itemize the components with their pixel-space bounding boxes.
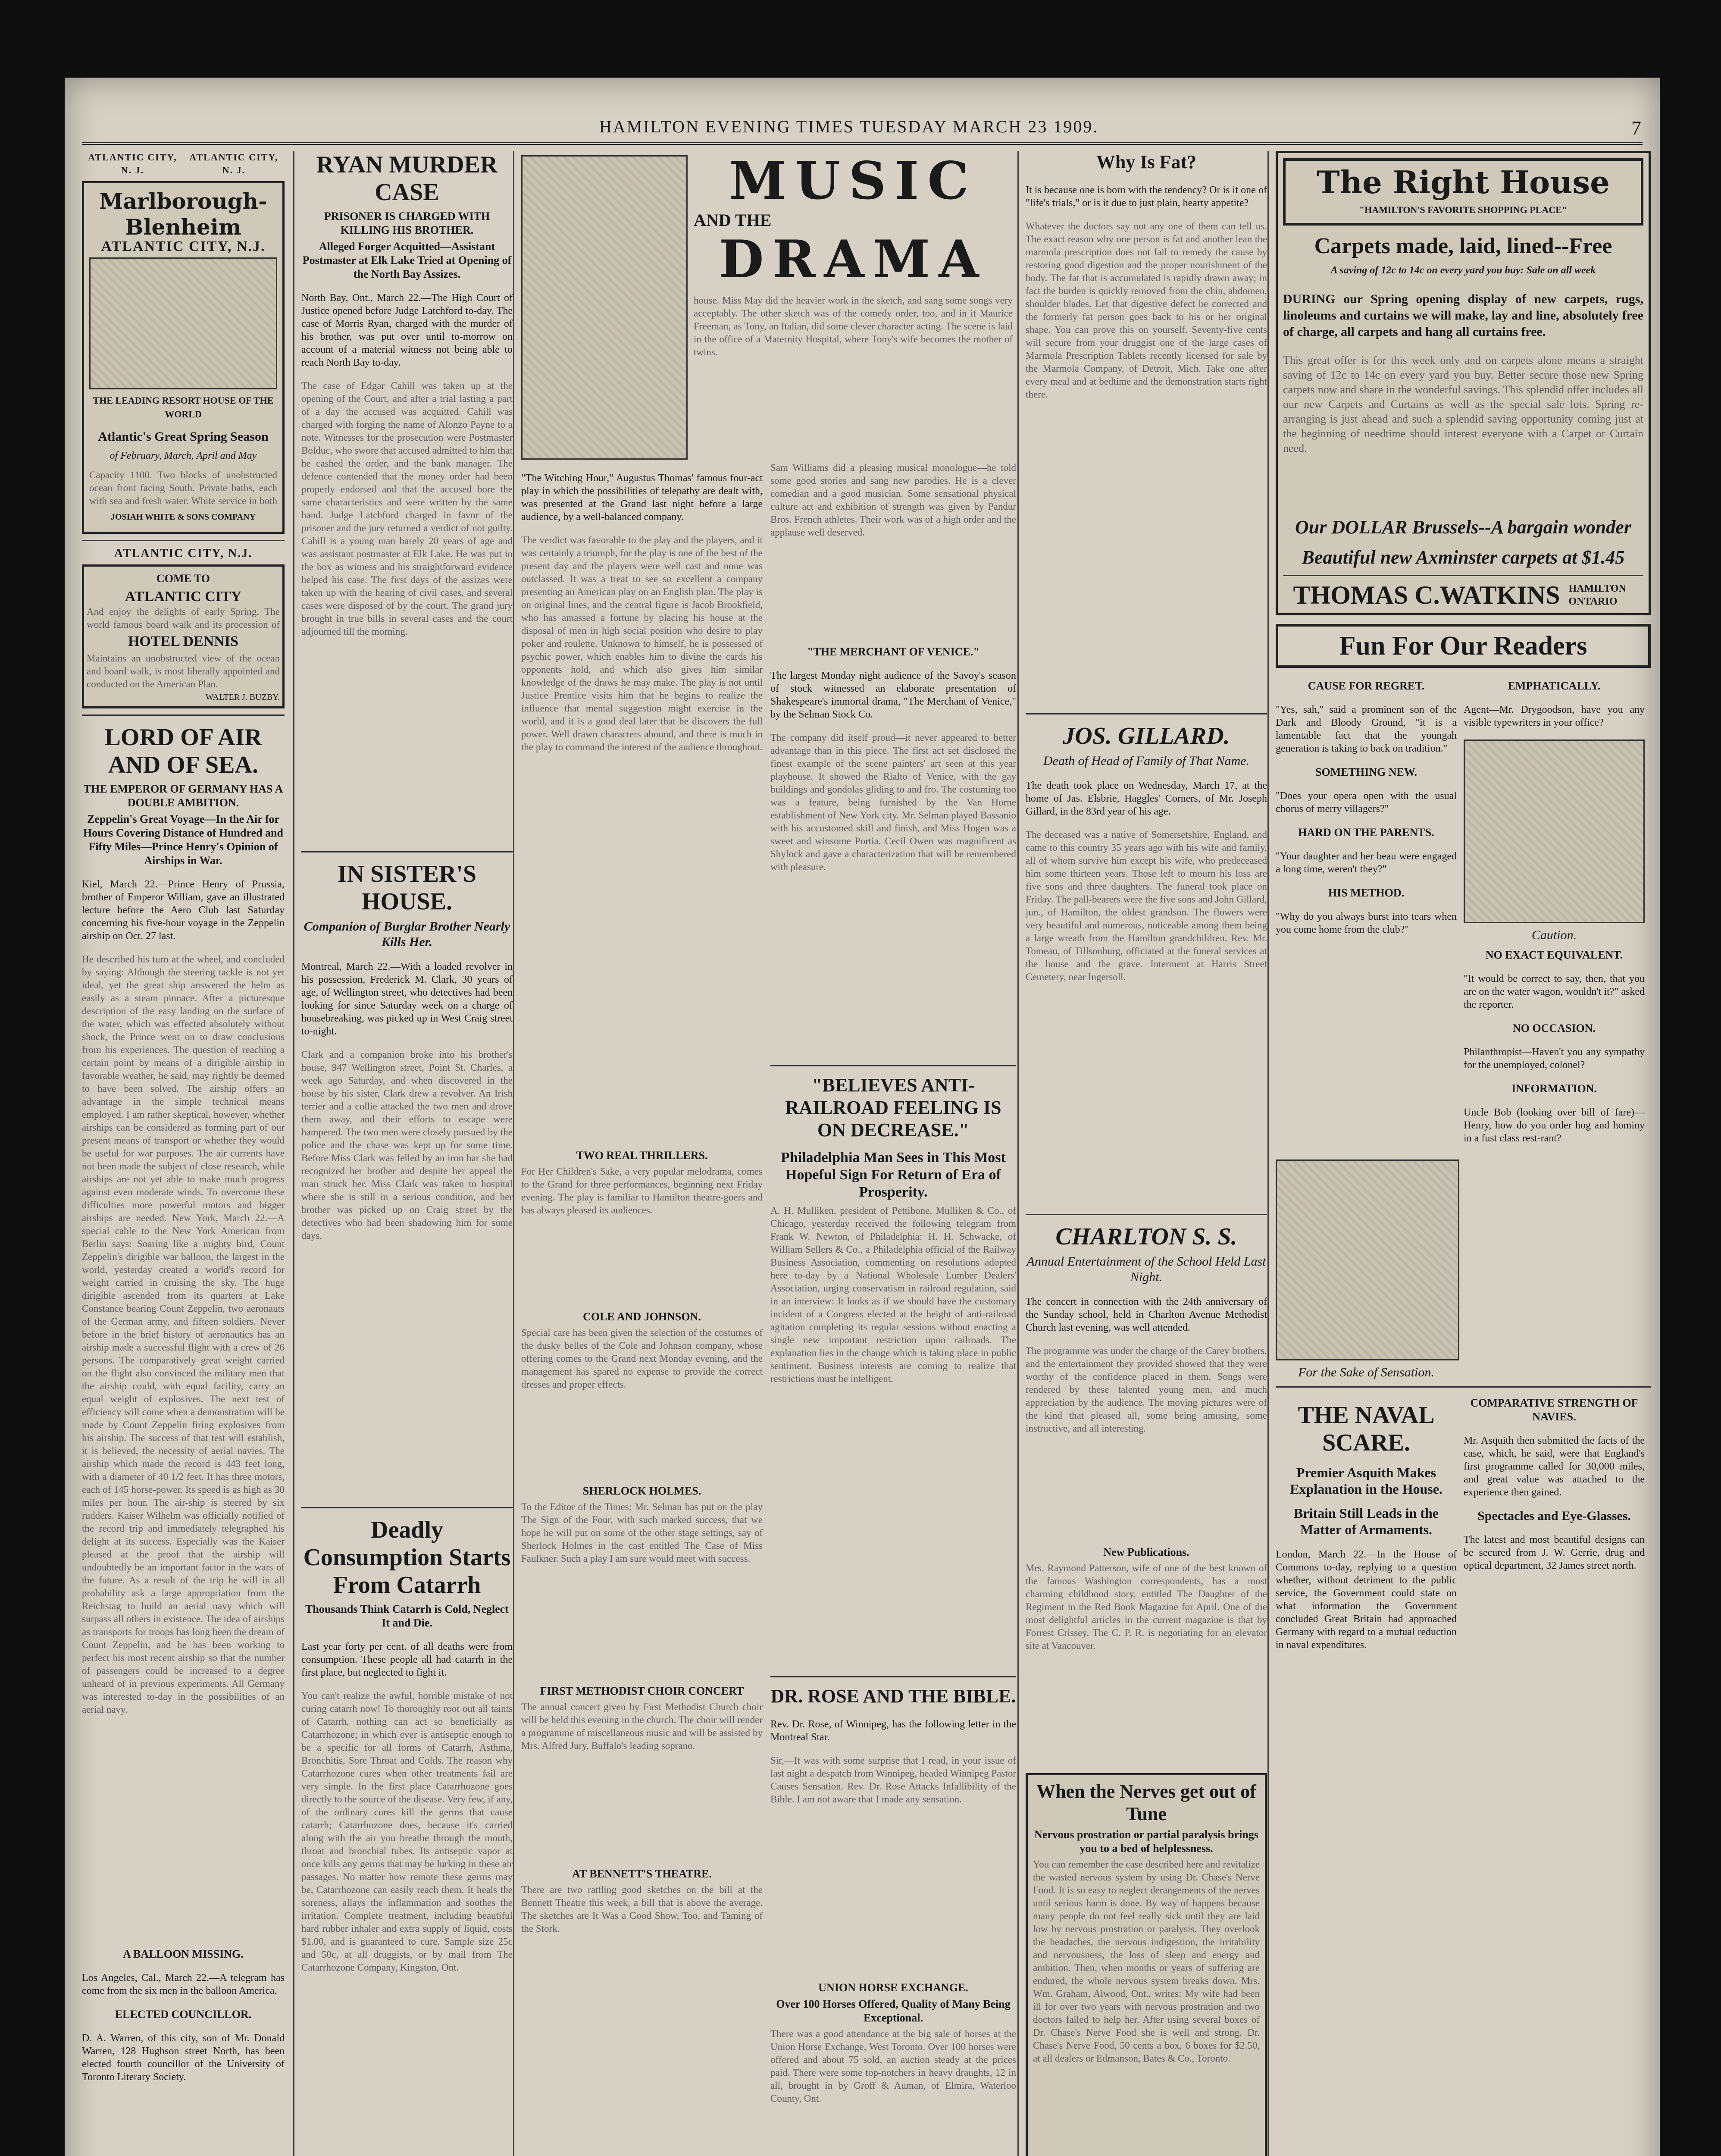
ad-come: COME TO (156, 572, 210, 585)
cartoon-illustration (1464, 740, 1645, 923)
ad-months: of February, March, April and May (110, 450, 257, 461)
councillor-body: D. A. Warren, of this city, son of Mr. Donald Warren, 128 Hughson street North, has been elected fourth councillor of the University of Toronto Literary Society. (82, 2033, 285, 2083)
ryan-headline: RYAN MURDER CASE (316, 151, 498, 206)
lord-body: Kiel, March 22.—Prince Henry of Prussia, brother of Emperor William, gave an illustrated lecture before the Aero Club last Saturday concerning his five-hour voyage in the Zeppelin airship on Oct. 27 last. (82, 879, 285, 942)
lord-deck-2: Zeppelin's Great Voyage—In the Air for Hours Covering Distance of Hundred and Fifty Miles—Prince Henry's Opinion of Airships in War. (83, 813, 283, 867)
sister-deck: Companion of Burglar Brother Nearly Kills Her. (304, 919, 510, 949)
fun-right (1464, 677, 1645, 1155)
witching-body: "The Witching Hour," Augustus Thomas' famous four-act play in which the possibilities of telepathy are dealt with, was presented at the Grand last night before a large audience, by a well-balanced company. (521, 473, 763, 523)
joke-body: "Does your opera open with the usual chorus of merry villagers?" (1276, 790, 1457, 815)
methodist-headline: FIRST METHODIST CHOIR CONCERT (540, 1685, 744, 1697)
gillard-headline: JOS. GILLARD. (1063, 723, 1230, 749)
joke-title: HARD ON THE PARENTS. (1298, 826, 1434, 839)
dennis-ad: COME TO ATLANTIC CITY And enjoy the delights of early Spring. The world famous board walk and its procession of HOTEL DENNIS Maintains an unobstructed view of the ocean and board walk, is most liberally appointed and conducted on the American Plan. WALTER J. BUZBY. (82, 564, 285, 708)
charlton-headline: CHARLTON S. S. (1055, 1223, 1237, 1250)
naval-deck: Premier Asquith Makes Explanation in the House. (1290, 1465, 1443, 1497)
sensation-cartoon (1276, 1159, 1459, 1360)
councillor-headline: ELECTED COUNCILLOR. (115, 2008, 252, 2021)
no-occasion-body: Philanthropist—Haven't you any sympathy for the unemployed, colonel? (1464, 1047, 1645, 1071)
music-drama-columns (521, 461, 1017, 2156)
right-house-ad: The Right House "HAMILTON'S FAVORITE SHOPPING PLACE" Carpets made, laid, lined--Free A saving of 12c to 14c on every yard you buy: Sale on all week DURING our Spring opening display of new carpets, rugs, linoleums and curtains we will make, lay and line, absolutely free of charge, all carpets and hang all curtains free. This great offer is for this week only and on carpets alone means a straight saving of 12c to 14c on every yard you buy. Better secure those new Spring carpets now and share in the wonderful savings. This splendid offer includes all our new Carpets and Curtains as well as the special sale lots. Spring re-arranging is just ahead and such a splendid saving opportunity coming just at the beginning of needtime should interest everyone with a Carpet or Curtain need. Our DOLLAR Brussels--A bargain wonder Beautiful new Axminster carpets at $1.45 THOMAS C.WATKINS HAMILTON ONTARIO (1276, 151, 1651, 615)
catarrh-body: Last year forty per cent. of all deaths were from consumption. These people all had catarrh in the first place, but neglected to fight it. (301, 1641, 513, 1678)
ad-title: Marlborough-Blenheim (99, 188, 267, 240)
naval-right (1464, 1394, 1645, 1662)
naval-deck-2: Britain Still Leads in the Matter of Armaments. (1293, 1505, 1439, 1537)
hotel-illustration (89, 257, 277, 389)
charlton-body: The concert in connection with the 24th anniversary of the Sunday school, held in Charlton Avenue Methodist Church last evening, was well attended. (1026, 1296, 1267, 1333)
bennetts-headline: AT BENNETT'S THEATRE. (572, 1868, 712, 1880)
fun-headline: Fun For Our Readers (1276, 624, 1651, 668)
watkins-line (1283, 582, 1643, 608)
page-number: 7 (1631, 117, 1643, 139)
rose-headline: DR. ROSE AND THE BIBLE. (770, 1686, 1016, 1707)
dollar-brussels: Our DOLLAR Brussels--A bargain wonder (1295, 517, 1631, 538)
catarrh-headline: Deadly Consumption Starts From Catarrh (303, 1517, 511, 1598)
nerves-ad: When the Nerves get out of Tune Nervous prostration or partial paralysis brings you to a bed of helplessness. You can remember the case described here and revitalize the wasted nervous system by using Dr. Chase's Nerve Food. It is so easy to neglect derangements of the nerves until serious harm is done. By way of happens because many people do not feel really sick until they are laid low by nervous prostration or paralysis. They overlook the headaches, the nervous indigestion, the irritability and nervousness, the loss of sleep and energy and ambition. Then, when months or years of suffering are endured, the whole nervous system breaks down. Mrs. Wm. Graham, Alwood, Ont., writes: My wife had been ill for over two years with nervous prostration and two doctors failed to help her. After using several boxes of Dr. Chase's Nerve Food she is well and strong. Dr. Chase's Nerve Food, 50 cents a box, 6 boxes for $2.50, at all dealers or Edmanson, Bates & Co., Toronto. (1026, 1773, 1267, 2156)
actress-illustration (521, 155, 688, 460)
why-fat-headline: Why Is Fat? (1096, 151, 1197, 172)
cole-headline: COLE AND JOHNSON. (583, 1310, 701, 1323)
catarrh-deck: Thousands Think Catarrh is Cold, Neglect It and Die. (305, 1603, 509, 1629)
balloon-headline: A BALLOON MISSING. (123, 1948, 244, 1960)
joke-body: "Yes, sah," said a prominent son of the Dark and Bloody Ground, "it is a lamentable fact that the youngah generation is taking to back on tradition." (1276, 704, 1457, 754)
ryan-deck: PRISONER IS CHARGED WITH KILLING HIS BROTHER. (324, 210, 490, 236)
spectacles-title: Spectacles and Eye-Glasses. (1477, 1509, 1631, 1523)
naval-headline: THE NAVAL SCARE. (1298, 1402, 1435, 1456)
spectacles-body: The latest and most beautiful designs can be secured from J. W. Gerrie, drug and optical department, 32 James street north. (1464, 1534, 1645, 1571)
masthead (82, 116, 1643, 145)
music-title: MUSIC (729, 151, 977, 211)
joke-title: SOMETHING NEW. (1315, 766, 1417, 778)
and-the: AND THE (694, 210, 772, 230)
ryan-deck-2: Alleged Forger Acquitted—Assistant Postmaster at Elk Lake Tried at Opening of the North Bay Assizes. (302, 240, 512, 280)
place-label: ATLANTIC CITY, N. J. (88, 152, 177, 175)
no-exact-title: NO EXACT EQUIVALENT. (1485, 949, 1623, 961)
carpets-headline: Carpets made, laid, lined--Free (1314, 234, 1612, 258)
newspaper-page (65, 78, 1660, 2156)
publications-headline: New Publications. (1103, 1546, 1189, 1558)
why-fat-body: It is because one is born with the tendency? Or is it one of "life's trials," or is it due to just plain, hearty appetite? (1026, 185, 1267, 209)
merchant-body: The largest Monday night audience of the Savoy's season of stock witnessed an elaborate presentation of Shakespeare's immortal drama, "The Merchant of Venice," by the Selman Stock Co. (770, 670, 1016, 720)
merchant-headline: "THE MERCHANT OF VENICE." (807, 646, 979, 658)
naval-left (1276, 1394, 1457, 1662)
right-house-tagline: "HAMILTON'S FAVORITE SHOPPING PLACE" (1359, 204, 1568, 215)
place-label: ATLANTIC CITY, N.J. (114, 547, 253, 560)
saving-line: A saving of 12c to 14c on every yard you buy: Sale on all week (1330, 265, 1596, 276)
nerves-deck: Nervous prostration or partial paralysis brings you to a bed of helplessness. (1034, 1828, 1258, 1855)
marlborough-ad: Marlborough-Blenheim ATLANTIC CITY, N.J. THE LEADING RESORT HOUSE OF THE WORLD Atlantic's Great Spring Season of February, March, April and May Capacity 1100. Two blocks of unobstructed ocean front facing South. Private baths, each with sea and fresh water. White service in both JOSIAH WHITE & SONS COMPANY (82, 181, 285, 534)
column-5 (1267, 151, 1651, 2156)
caution-caption: Caution. (1531, 928, 1577, 942)
anti-railroad-headline: "BELIEVES ANTI-RAILROAD FEELING IS ON DECREASE." (785, 1075, 1001, 1141)
union-headline: UNION HORSE EXCHANGE. (818, 1981, 968, 1994)
anti-railroad-deck: Philadelphia Man Sees in This Most Hopeful Sign For Return of Era of Prosperity. (781, 1150, 1006, 1200)
two-real-headline: TWO REAL THRILLERS. (576, 1149, 708, 1162)
music-right: Sam Williams did a pleasing musical monologue—he told some good stories and sang new parodies. He is a clever comedian and a good musician. Some sensational physical culture act and exhibition of strength was given by Pandur Bros. French athletes. Their work was of a high order and the applause well deserved. "THE MERCHANT OF VENICE." The largest Monday night audience of the Savoy's season of stock witnessed an elaborate presentation of Shakespeare's immortal drama, "The Merchant of Venice," by the Selman Stock Co. The company did itself proud—it never appeared to better advantage than in this piece. The first act set disclosed the finest example of the scene painters' art seen at this year playhouse. It showed the Rialto of Venice, with the gay buildings and gondolas gliding to and fro. The costuming too was a feature, being furnished by the Van Horne establishment of New York city. Mr. Selman played Bassanio with his accustomed skill and finish, and Miss Hogen was a sweet and winsome Portia. Cecil Owen was magnificent as Shylock and gave a characterization that will be remembered with pleasure. "BELIEVES ANTI-RAILROAD FEELING IS ON DECREASE." Philadelphia Man Sees in This Most Hopeful Sign For Return of Era of Prosperity. A. H. Mulliken, president of Pettibone, Mulliken & Co., of Chicago, yesterday received the following telegram from Frank W. Newton, of Philadelphia: H. H. Schwacke, of William Sellers & Co., a Philadelphia official of the Railway Business Association, commenting on resolutions adopted here to-day by a National Wholesale Lumber Dealers' Association, urging conservatism in railroad regulation, said in an interview: It looks as if we should have the customary incident of a Congress elected at the height of anti-railroad agitation completing its regular sessions without enacting a single new important restriction upon railroads. The explanation lies in the change which is taking place in public sentiment. Business interests are coming to realize that restrictions must be intelligent. DR. ROSE AND THE BIBLE. Rev. Dr. Rose, of Winnipeg, has the following letter in the Montreal Star. Sir,—It was with some surprise that I read, in your issue of last night a despatch from Winnipeg, headed Winnipeg Pastor Causes Sensation. Rev. Dr. Rose Attacks Infallibility of the Bible. I am not aware that I made any sensation. UNION HORSE EXCHANGE. Over 100 Horses Offered, Quality of Many Being Exceptional. There was a good attendance at the big sale of horses at the Union Horse Exchange, West Toronto. Over 100 horses were offered and about 75 sold, an auction steady at the prices paid. There were some top-notchers in heavy draughts, 12 in all, brought in by Groff & Auman, of Elmira, Waterloo County, Ont. (770, 462, 1016, 2104)
watkins-place: HAMILTON ONTARIO (1568, 583, 1626, 607)
ryan-body: North Bay, Ont., March 22.—The High Court of Justice opened before Judge Latchford to-day. The case of Morris Ryan, charged with the murder of his brother, was put over until to-morrow on account of a material witness not being able to reach North Bay to-day. (301, 292, 513, 368)
ad-tagline: THE LEADING RESORT HOUSE OF THE WORLD (93, 395, 274, 420)
gillard-deck: Death of Head of Family of That Name. (1043, 754, 1250, 768)
no-occasion-title: NO OCCASION. (1512, 1022, 1596, 1034)
lord-deck: THE EMPEROR OF GERMANY HAS A DOUBLE AMBITION. (83, 783, 283, 809)
column-2: RYAN MURDER CASE PRISONER IS CHARGED WITH KILLING HIS BROTHER. Alleged Forger Acquitted—Assistant Postmaster at Elk Lake Tried at Opening of the North Bay Assizes. North Bay, Ont., March 22.—The High Court of Justice opened before Judge Latchford to-day. The case of Morris Ryan, charged with the murder of his brother, was put over until to-morrow on account of a material witness not being able to reach North Bay to-day. The case of Edgar Cahill was taken up at the opening of the Court, and after a trial lasting a part of a day the accused was acquitted. Cahill was charged with forging the name of Alonzo Payne to a note. Witnesses for the prosecution were Postmaster Bolduc, who swore that accused admitted to him that he cashed the order, and the bank manager. The defence contended that the money order had been properly endorsed and that the accused bore the same characteristics and were written by the same hand. Judge Latchford charged in favor of the prisoner and the jury returned a verdict of not guilty. Cahill is a young man barely 20 years of age and was assistant postmaster at Elk Lake. He was put in the box as witness and his straightforward evidence helped his case. The first days of the assizes were taken up with the hearing of civil cases, and several cases were disposed of by the court. The grand jury brought in true bills in several cases and the court adjourned till the morning. IN SISTER'S HOUSE. Companion of Burglar Brother Nearly Kills Her. Montreal, March 22.—With a loaded revolver in his possession, Frederick M. Clark, 30 years of age, of Wellington street, who detectives had been looking for since Saturday week on a charge of housebreaking, was picked up in West Craig street to-night. Clark and a companion broke into his brother's house, 947 Wellington street, Point St. Charles, a week ago Saturday, and when discovered in the house by his sister, Clark drew a revolver. An Irish terrier and a collie attacked the two men and drove them away, and their efforts to escape were hampered. The two men were closely pursued by the police and the chase was kept up for some time. Before Miss Clark was felled by an iron bar she had recognized her brother and despite her appeal the man struck her. Miss Clark was taken to hospital where she is still in a serious condition, and her brother was picked up on Craig street by the detectives who had been shadowing him for some days. Deadly Consumption Starts From Catarrh Thousands Think Catarrh is Cold, Neglect It and Die. Last year forty per cent. of all deaths were from consumption. These people all had catarrh in the first place, but neglected to fight it. You can't realize the awful, horrible mistake of not curing catarrh now! To thoroughly root out all taints of Catarrh, nothing can act so beneficially as Catarrhozone; in which ever is antiseptic enough to be a specific for all forms of Catarrh, Asthma, Bronchitis, Sore Throat and Colds. The reason why Catarrhozone cures when other treatments fail are very simple. In the first place Catarrhozone goes directly to the source of the disease. Very few, if any, of the ordinary cures kill the germs that cause catarrh; Catarrhozone does, because it's carried along with the air you breathe through the mouth, throat and bronchial tubes. Its antiseptic vapor at once kills any germs that may be lurking in these air passages. No matter how remote these germs may be, Catarrhozone can easily reach them. It heals the soreness, allays the inflammation and soothes the irritation. Complete treatment, including beautiful hard rubber inhaler and extra supply of liquid, costs $1.00, and is guaranteed to cure. Sample size 25c and 50c, at all druggists, or by mail from The Catarrhozone Company, Kingston, Ont. (293, 151, 513, 2156)
column-1: ATLANTIC CITY, N. J. ATLANTIC CITY, N. J. Marlborough-Blenheim ATLANTIC CITY, N.J. THE LEADING RESORT HOUSE OF THE WORLD Atlantic's Great Spring Season of February, March, April and May Capacity 1100. Two blocks of unobstructed ocean front facing South. Private baths, each with sea and fresh water. White service in both JOSIAH WHITE & SONS COMPANY ATLANTIC CITY, N.J. COME TO ATLANTIC CITY And enjoy the delights of early Spring. The world famous board walk and its procession of HOTEL DENNIS Maintains an unobstructed view of the ocean and board walk, is most liberally appointed and conducted on the American Plan. WALTER J. BUZBY. LORD OF AIR AND OF SEA. THE EMPEROR OF GERMANY HAS A DOUBLE AMBITION. Zeppelin's Great Voyage—In the Air for Hours Covering Distance of Hundred and Fifty Miles—Prince Henry's Opinion of Airships in War. Kiel, March 22.—Prince Henry of Prussia, brother of Emperor William, gave an illustrated lecture before the Aero Club last Saturday concerning his five-hour voyage in the Zeppelin airship on Oct. 27 last. He described his turn at the wheel, and concluded by saying: Although the steering tackle is not yet ideal, yet the great ship answered the helm as easily as a steam pinnace. After a picturesque description of the easy landing on the surface of the water, which was effected absolutely without shock, the Prince went on to draw conclusions from his experiences. The question of reaching a certain point by means of a dirigible airship in favorable weather, he said, may rightly be deemed to have been solved. The airship offers an advantage in the simple technical means employed. I am rather skeptical, however, whether airships can be considered as forming part of our present means of transport or whether they would be useful for war purposes. The air currents have not been made the subject of close research, while airships are not yet able to make much progress against even moderate winds. To overcome these difficulties more powerful motors and bigger airships are needed. New York, March 22.—A special cable to the New York American from Berlin says: Soaring like a mighty bird, Count Zeppelin's dirigible war balloon, the largest in the world, yesterday created a world's record for weight carried in cruising the sky. The huge dirigible ascended from its quarters at Lake Constance bearing Count Zeppelin, two aeronauts of the German army, and fifteen soldiers. Never before in the brief history of aeronautics has an airship made a successful flight with a crew of 26 persons. The comparatively great weight carried on the flight also convinced the military men that the airship could, with equal facility, carry an equal weight of explosives. The next test of efficiency will come when a demonstration will be made by Count Zeppelin firing explosives from his airship. The success of that test will establish, it is believed, the necessity of aerial navies. The airship which made the record is 443 feet long, with a diameter of 40 1/2 feet. It has three motors, each of 145 horse-power. Its speed is as high as 30 miles per hour. The air-ship is steered by six rudders. Kaiser Wilhelm was officially notified of the record trip and immediately telegraphed his delight at its success. Especially was the Kaiser pleased at the proof that the airship will undoubtedly be an important factor in the wars of the future. As a result of the trip he will in all probability ask a large appropriation from the Reichstag to build an aerial navy which will surpass all others in existence. The idea of airships as transports for troops has long been the dream of Count Zeppelin, and he has been working to perfect his most recent airship so that the number of passengers could be increased to a degree unheard of in previous experiments. All Germany was interested to-day in the possibilities of an aerial navy. A BALLOON MISSING. Los Angeles, Cal., March 22.—A telegram has come from the six men in the balloon America. ELECTED COUNCILLOR. D. A. Warren, of this city, son of Mr. Donald Warren, 128 Hughson street North, has been elected fourth councillor of the University of Toronto Literary Society. (82, 152, 285, 2083)
column-3 (513, 151, 1017, 2156)
right-house-title: The Right House (1317, 164, 1610, 201)
watkins-name: THOMAS C.WATKINS (1293, 581, 1560, 609)
ad-season: Atlantic's Great Spring Season (98, 429, 269, 444)
place-label: ATLANTIC CITY, N. J. (189, 152, 278, 175)
fun-columns (1276, 677, 1651, 1155)
nerves-headline: When the Nerves get out of Tune (1036, 1781, 1256, 1824)
right-house-banner (1283, 158, 1643, 226)
joke-title: HIS METHOD. (1328, 887, 1405, 899)
naval-columns (1276, 1394, 1651, 1662)
masthead-title: HAMILTON EVENING TIMES TUESDAY MARCH 23 1909. (599, 117, 1099, 136)
emphatically-body: Agent—Mr. Drygoodson, have you any visible typewriters in your office? (1464, 704, 1645, 728)
sister-headline: IN SISTER'S HOUSE. (337, 861, 477, 915)
information-title: INFORMATION. (1511, 1082, 1597, 1095)
joke-body: "Why do you always burst into tears when you come home from the club?" (1276, 911, 1457, 935)
naval-body: London, March 22.—In the House of Commons to-day, replying to a question whether, without detriment to the public service, the Government could state on what information the Government concluded Great Britain had approached Germany with regard to a mutual reduction in naval expenditures. (1276, 1549, 1457, 1651)
sensation-caption: For the Sake of Sensation. (1298, 1365, 1434, 1379)
navies-body: Mr. Asquith then submitted the facts of the case, which, he said, were that England's first programme called for 30,000 miles, and great value was attached to the experience then gained. (1464, 1435, 1645, 1498)
right-house-body: DURING our Spring opening display of new carpets, rugs, linoleums and curtains we will make, lay and line, absolutely free of charge, all carpets and hang all curtains free. (1283, 292, 1643, 339)
music-left: "The Witching Hour," Augustus Thomas' famous four-act play in which the possibilities of telepathy are dealt with, was presented at the Grand last night before a large audience, by a well-balanced company. The verdict was favorable to the play and the players, and it was certainly a triumph, for the play is one of the best of the present day and the players were well cast and none was outclassed. It was a treat to see so excellent a company presenting an American play on an English plan. The play is on original lines, and the central figure is Jacob Brookfield, who has amassed a fortune by placing his house at the disposal of men in high social position who desire to play poker and roulette. Unknown to himself, he is possessed of psychic power, which enables him to divine the cards his opponents hold, and which also gives him similar knowledge of the draws he may make. The play is not until Justice Prentice visits him that he begins to realize the influence that mental suggestion might exercise in the world, and it is a good deal later that he discovers the full power. Well drawn characters abound, and there is much in the play to command the interest of the audience throughout. TWO REAL THRILLERS. For Her Children's Sake, a very popular melodrama, comes to the Grand for three performances, beginning next Friday evening. The play is familiar to Hamilton theatre-goers and has always pleased its audiences. COLE AND JOHNSON. Special care has been given the selection of the costumes of the dusky belles of the Cole and Johnson company, whose offering comes to the Grand next Monday evening, and the management has spared no expense to provide the correct dresses and proper effects. SHERLOCK HOLMES. To the Editor of the Times: Mr. Selman has put on the play The Sign of the Four, with such marked success, that we hope he will put on some of the other stage settings, say of Sherlock Holmes in the cast entitled The Case of Miss Faulkner. Such a play I am sure would meet with success. FIRST METHODIST CHOIR CONCERT The annual concert given by First Methodist Church choir will be held this evening in the church. The choir will render a programme of miscellaneous music and will be assisted by Mrs. Alfred Jury, Buffalo's leading soprano. AT BENNETT'S THEATRE. There are two rattling good sketches on the bill at the Bennett Theatre this week, a bill that is above the average. The sketches are It Was a Good Show, Too, and Taming of the Stork. (521, 473, 763, 1934)
drama-title: DRAMA (719, 229, 988, 290)
joke-title: CAUSE FOR REGRET. (1308, 680, 1425, 692)
music-drama-heading: MUSIC AND THE DRAMA house. Miss May did the heavier work in the sketch, and sang some songs very acceptably. The other sketch was of the comedy order, too, and in it Maurice Freeman, as Tony, an Italian, did some clever character acting. The scene is laid in the office of a Maternity Hospital, where Tony's wife becomes the mother of twins. (694, 151, 1013, 357)
balloon-body: Los Angeles, Cal., March 22.—A telegram has come from the six men in the balloon America. (82, 1972, 285, 1996)
gillard-body: The death took place on Wednesday, March 17, at the home of Jas. Elsbrie, Haggles' Corners, of Mr. Joseph Gillard, in the 83rd year of his age. (1026, 780, 1267, 817)
column-4: Why Is Fat? It is because one is born with the tendency? Or is it one of "life's trials," or is it due to just plain, hearty appetite? Whatever the doctors say not any one of them can tell us. The exact reason why one person is fat and another lean the marmola prescription does not fail to remedy the cause by restoring good digestion and the proper nourishment of the body. The fat that is accumulated is rapidly drawn away; in fact the burden is quickly removed from the chin, abdomen, shoulder blades. Let that digestive defect be corrected and the formerly fat person goes back to his or her original shape. You can prove this on yourself. Seventy-five cents will secure from your druggist one of the large cases of Marmola Prescription Tablets recently licensed for sale by the Marmola Company, of Detroit, Mich. Take one after every meal and at bedtime and the demonstration starts right there. JOS. GILLARD. Death of Head of Family of That Name. The death took place on Wednesday, March 17, at the home of Jas. Elsbrie, Haggles' Corners, of Mr. Joseph Gillard, in the 83rd year of his age. The deceased was a native of Somersetshire, England, and came to this country 35 years ago with his wife and family, all of whom survive him except his wife, who predeceased him some thirteen years. Those left to mourn his loss are five sons and three daughters. The funeral took place on Friday. The pall-bearers were the five sons and John Gillard, jun., of Hamilton, the oldest grandson. The flowers were very beautiful and numerous, noticeable among them being a large wreath from the Hamilton grandchildren. Rev. Mr. Tomeau, of Tillsonburg, officiated at the funeral services at the house and the grave. Interment at Harris Street Cemetery, near Ingersoll. CHARLTON S. S. Annual Entertainment of the School Held Last Night. The concert in connection with the 24th anniversary of the Sunday school, held in Charlton Avenue Methodist Church last evening, was well attended. The programme was under the charge of the Carey brothers, and the entertainment they provided showed that they were worthy of the confidence placed in them. Songs were rendered by these talented young men, and much appreciation by the audience. The moving pictures were of the kind that pleased all, some being amusing, some instructive, and all interesting. New Publications. Mrs. Raymond Patterson, wife of one of the best known of the famous Washington correspondents, has a most charming childhood story, entitled The Daughter of the Regiment in the Red Book Magazine for April. One of the most delightful articles in the current magazine is that by Forrest Crissey. The C. P. R. is negotiating for an elevator site at Vancouver. When the Nerves get out of Tune Nervous prostration or partial paralysis brings you to a bed of helplessness. You can remember the case described here and revitalize the wasted nervous system by using Dr. Chase's Nerve Food. It is so easy to neglect derangements of the nerves until serious harm is done. By way of happens because many people do not feel really sick until they are laid low by nervous prostration or paralysis. They overlook the headaches, the nervous indigestion, the irritability and nervousness, the loss of sleep and energy and ambition. Then, when months or years of suffering are endured, the whole nervous system breaks down. Mrs. Wm. Graham, Alwood, Ont., writes: My wife had been ill for over two years with nervous prostration and two doctors failed to help her. After using several boxes of Dr. Chase's Nerve Food she is well and strong. Dr. Chase's Nerve Food, 50 cents a box, 6 boxes for $2.50, at all dealers or Edmanson, Bates & Co., Toronto. (1017, 151, 1267, 2156)
no-exact-body: "It would be correct to say, then, that you are on the water wagon, wouldn't it?" asked the reporter. (1464, 973, 1645, 1010)
sister-body: Montreal, March 22.—With a loaded revolver in his possession, Frederick M. Clark, 30 years of age, of Wellington street, who detectives had been looking for since Saturday week on a charge of housebreaking, was picked up in West Craig street to-night. (301, 961, 513, 1037)
rose-body: Rev. Dr. Rose, of Winnipeg, has the following letter in the Montreal Star. (770, 1719, 1016, 1743)
lord-headline: LORD OF AIR AND OF SEA. (104, 724, 262, 778)
joke-body: "Your daughter and her beau were engaged a long time, weren't they?" (1276, 851, 1457, 875)
ad-signature: WALTER J. BUZBY. (205, 693, 280, 702)
navies-title: COMPARATIVE STRENGTH OF NAVIES. (1470, 1397, 1638, 1423)
place-row (82, 151, 285, 177)
axminster: Beautiful new Axminster carpets at $1.45 (1302, 547, 1625, 568)
charlton-deck: Annual Entertainment of the School Held Last Night. (1026, 1254, 1266, 1284)
union-deck: Over 100 Horses Offered, Quality of Many Being Exceptional. (776, 1998, 1011, 2024)
information-body: Uncle Bob (looking over bill of fare)—Henry, how do you order hog and hominy in a fust class rest-rant? (1464, 1107, 1645, 1144)
hotel-name: HOTEL DENNIS (128, 633, 239, 649)
music-drama-masthead (521, 151, 1017, 461)
ad-owner: JOSIAH WHITE & SONS COMPANY (111, 512, 256, 522)
ad-city: ATLANTIC CITY, N.J. (101, 238, 266, 254)
fun-left (1276, 677, 1457, 1155)
ad-city: ATLANTIC CITY (125, 589, 242, 605)
sherlock-headline: SHERLOCK HOLMES. (582, 1485, 701, 1497)
emphatically-title: EMPHATICALLY. (1508, 680, 1601, 692)
